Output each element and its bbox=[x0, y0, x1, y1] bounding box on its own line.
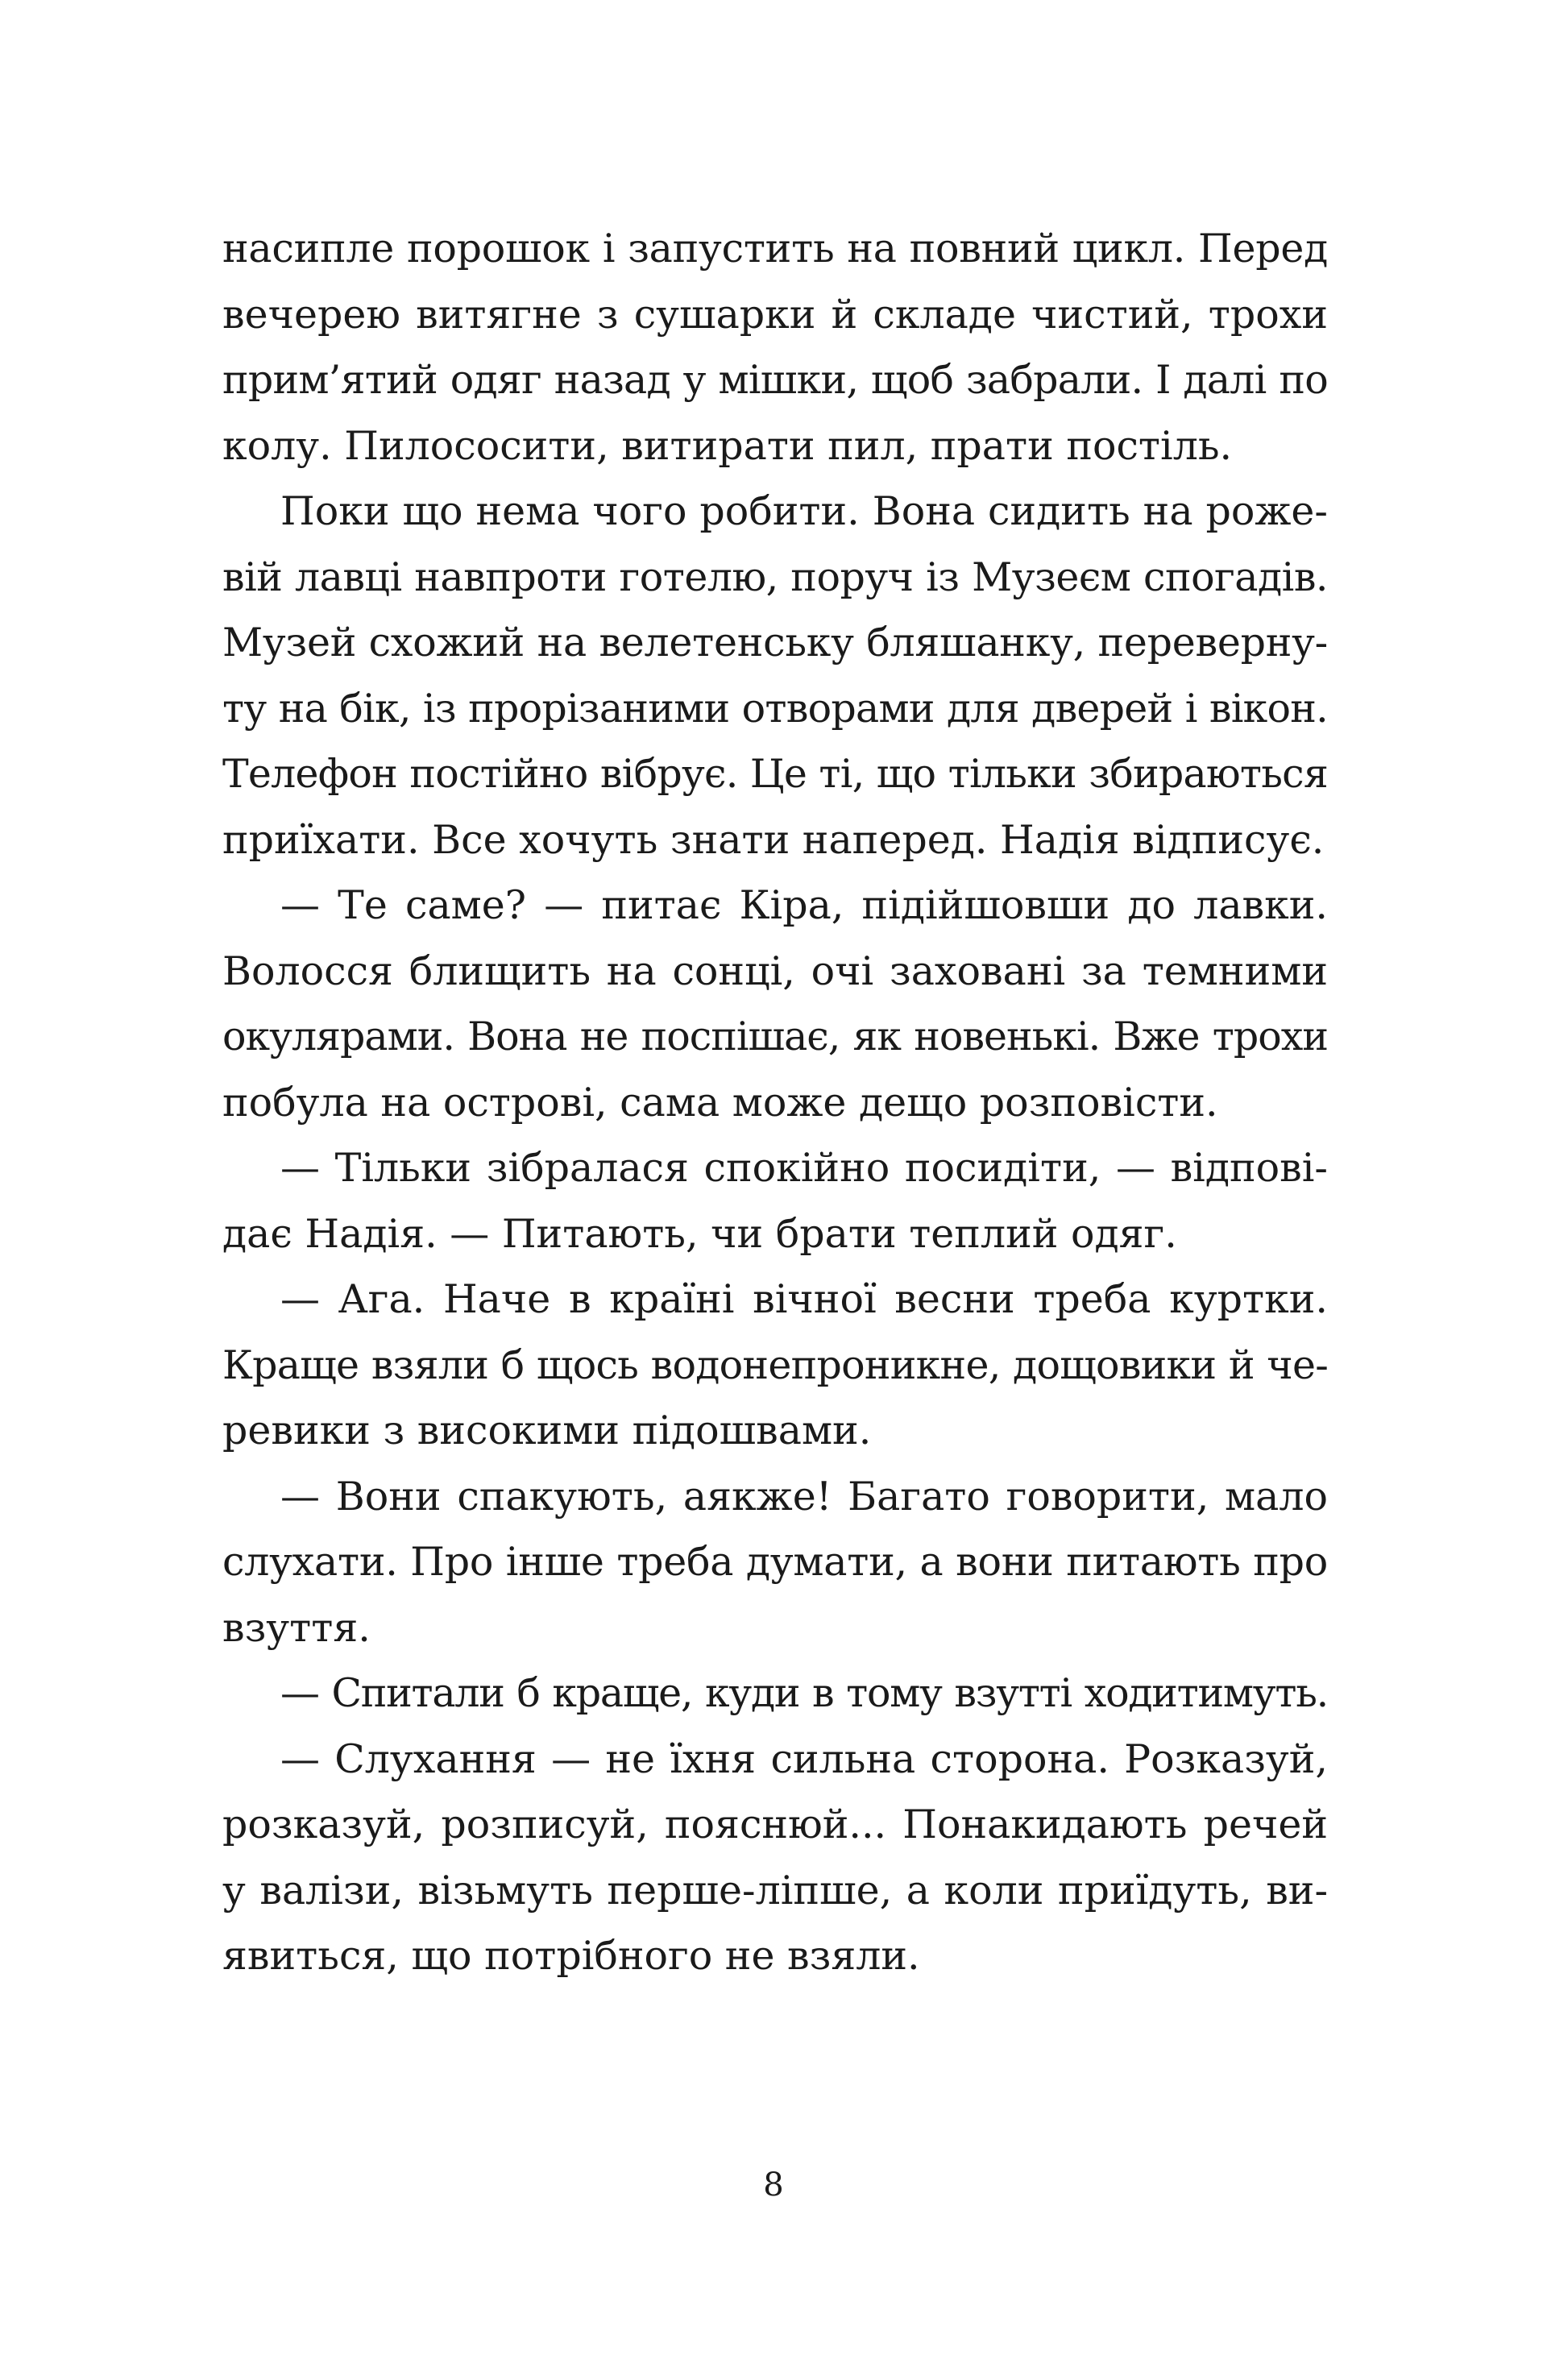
text-line: приїхати. Все хочуть знати наперед. Надія відписує. bbox=[222, 816, 1325, 863]
text-line: — Те саме? — питає Кіра, підійшовши до лавки. bbox=[280, 882, 1328, 928]
text-line: явиться, що потрібного не взяли. bbox=[222, 1933, 920, 1979]
text-line: ревики з високими підошвами. bbox=[222, 1408, 872, 1453]
text-line: — Тільки зібралася спокійно посидіти, — відпові- bbox=[280, 1145, 1328, 1191]
text-line: вій лавці навпроти готелю, поруч із Музеєм спогадів. bbox=[222, 554, 1328, 600]
text-line: Поки що нема чого робити. Вона сидить на роже- bbox=[280, 488, 1328, 534]
text-line: — Спитали б краще, куди в тому взутті ходитимуть. bbox=[280, 1670, 1328, 1716]
text-line: взуття. bbox=[222, 1604, 371, 1651]
text-line: дає Надія. — Питають, чи брати теплий одяг. bbox=[222, 1210, 1177, 1257]
text-line: розказуй, розписуй, пояснюй... Понакидають речей bbox=[222, 1802, 1328, 1847]
text-line: Музей схожий на велетенську бляшанку, переверну- bbox=[222, 620, 1328, 665]
text-line: — Вони спакують, аякже! Багато говорити, мало bbox=[280, 1473, 1328, 1520]
text-line: у валізи, візьмуть перше-ліпше, а коли приїдуть, ви- bbox=[222, 1867, 1328, 1914]
text-line: вечерею витягне з сушарки й складе чистий, трохи bbox=[222, 291, 1328, 338]
text-line: Краще взяли б щось водонепроникне, дощовики й че- bbox=[222, 1341, 1328, 1388]
text-line: ту на бік, із прорізаними отворами для дверей і вікон. bbox=[222, 685, 1328, 732]
text-line: Волосся блищить на сонці, очі заховані за темними bbox=[222, 947, 1328, 994]
text-line: Телефон постійно вібрує. Це ті, що тільки збираються bbox=[222, 751, 1328, 797]
text-line: побула на острові, сама може дещо розповісти. bbox=[222, 1079, 1218, 1126]
text-line: окулярами. Вона не поспішає, як новенькі. Вже трохи bbox=[222, 1014, 1328, 1059]
text-line: прим’ятий одяг назад у мішки, щоб забрали. І далі по bbox=[222, 357, 1328, 403]
text-line: — Ага. Наче в країні вічної весни треба куртки. bbox=[280, 1276, 1328, 1322]
text-line: колу. Пилососити, витирати пил, прати постіль. bbox=[222, 422, 1233, 469]
page-body-text bbox=[222, 216, 1328, 1989]
text-line: слухати. Про інше треба думати, а вони питають про bbox=[222, 1539, 1328, 1585]
text-line: — Слухання — не їхня сильна сторона. Розказуй, bbox=[280, 1735, 1328, 1782]
page-number: 8 bbox=[763, 2166, 784, 2204]
text-line: насипле порошок і запустить на повний цикл. Перед bbox=[222, 226, 1328, 272]
